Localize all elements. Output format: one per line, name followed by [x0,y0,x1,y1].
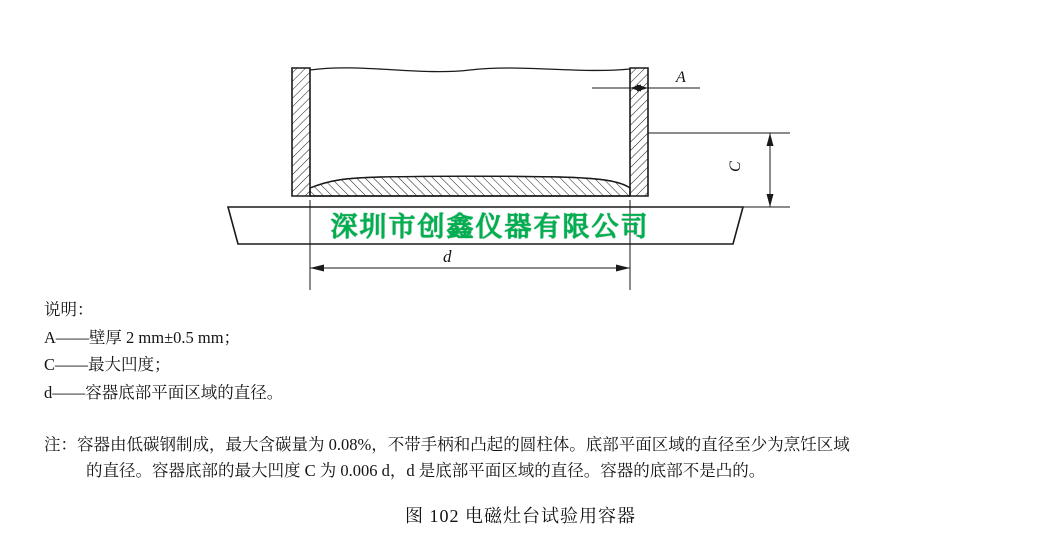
note-block [44,432,1004,483]
note-line-2: 的直径。容器底部的最大凹度 C 为 0.006 d，d 是底部平面区域的直径。容器的底部不是凸的。 [86,460,766,480]
legend-heading: 说明： [44,300,94,319]
figure-title: 图 102 电磁灶台试验用容器 [405,506,636,526]
legend-item-d: d——容器底部平面区域的直径。 [44,382,284,402]
legend-item-a: A——壁厚 2 mm±0.5 mm； [44,327,241,347]
vessel-top-edge [310,68,630,72]
label-C: C [727,161,744,172]
vessel-left-wall [292,68,310,196]
legend-block [44,302,994,412]
label-A: A [676,69,686,86]
dimension-C [648,133,790,207]
note-line-1: 注：容器由低碳钢制成，最大含碳量为 0.08%，不带手柄和凸起的圆柱体。底部平面区域的直径至少为烹饪区域 [44,435,850,454]
vessel-bottom [310,176,630,196]
legend-item-c: C——最大凹度； [44,355,171,374]
label-d: d [443,247,452,266]
watermark-text: 深圳市创鑫仪器有限公司 [330,212,650,242]
